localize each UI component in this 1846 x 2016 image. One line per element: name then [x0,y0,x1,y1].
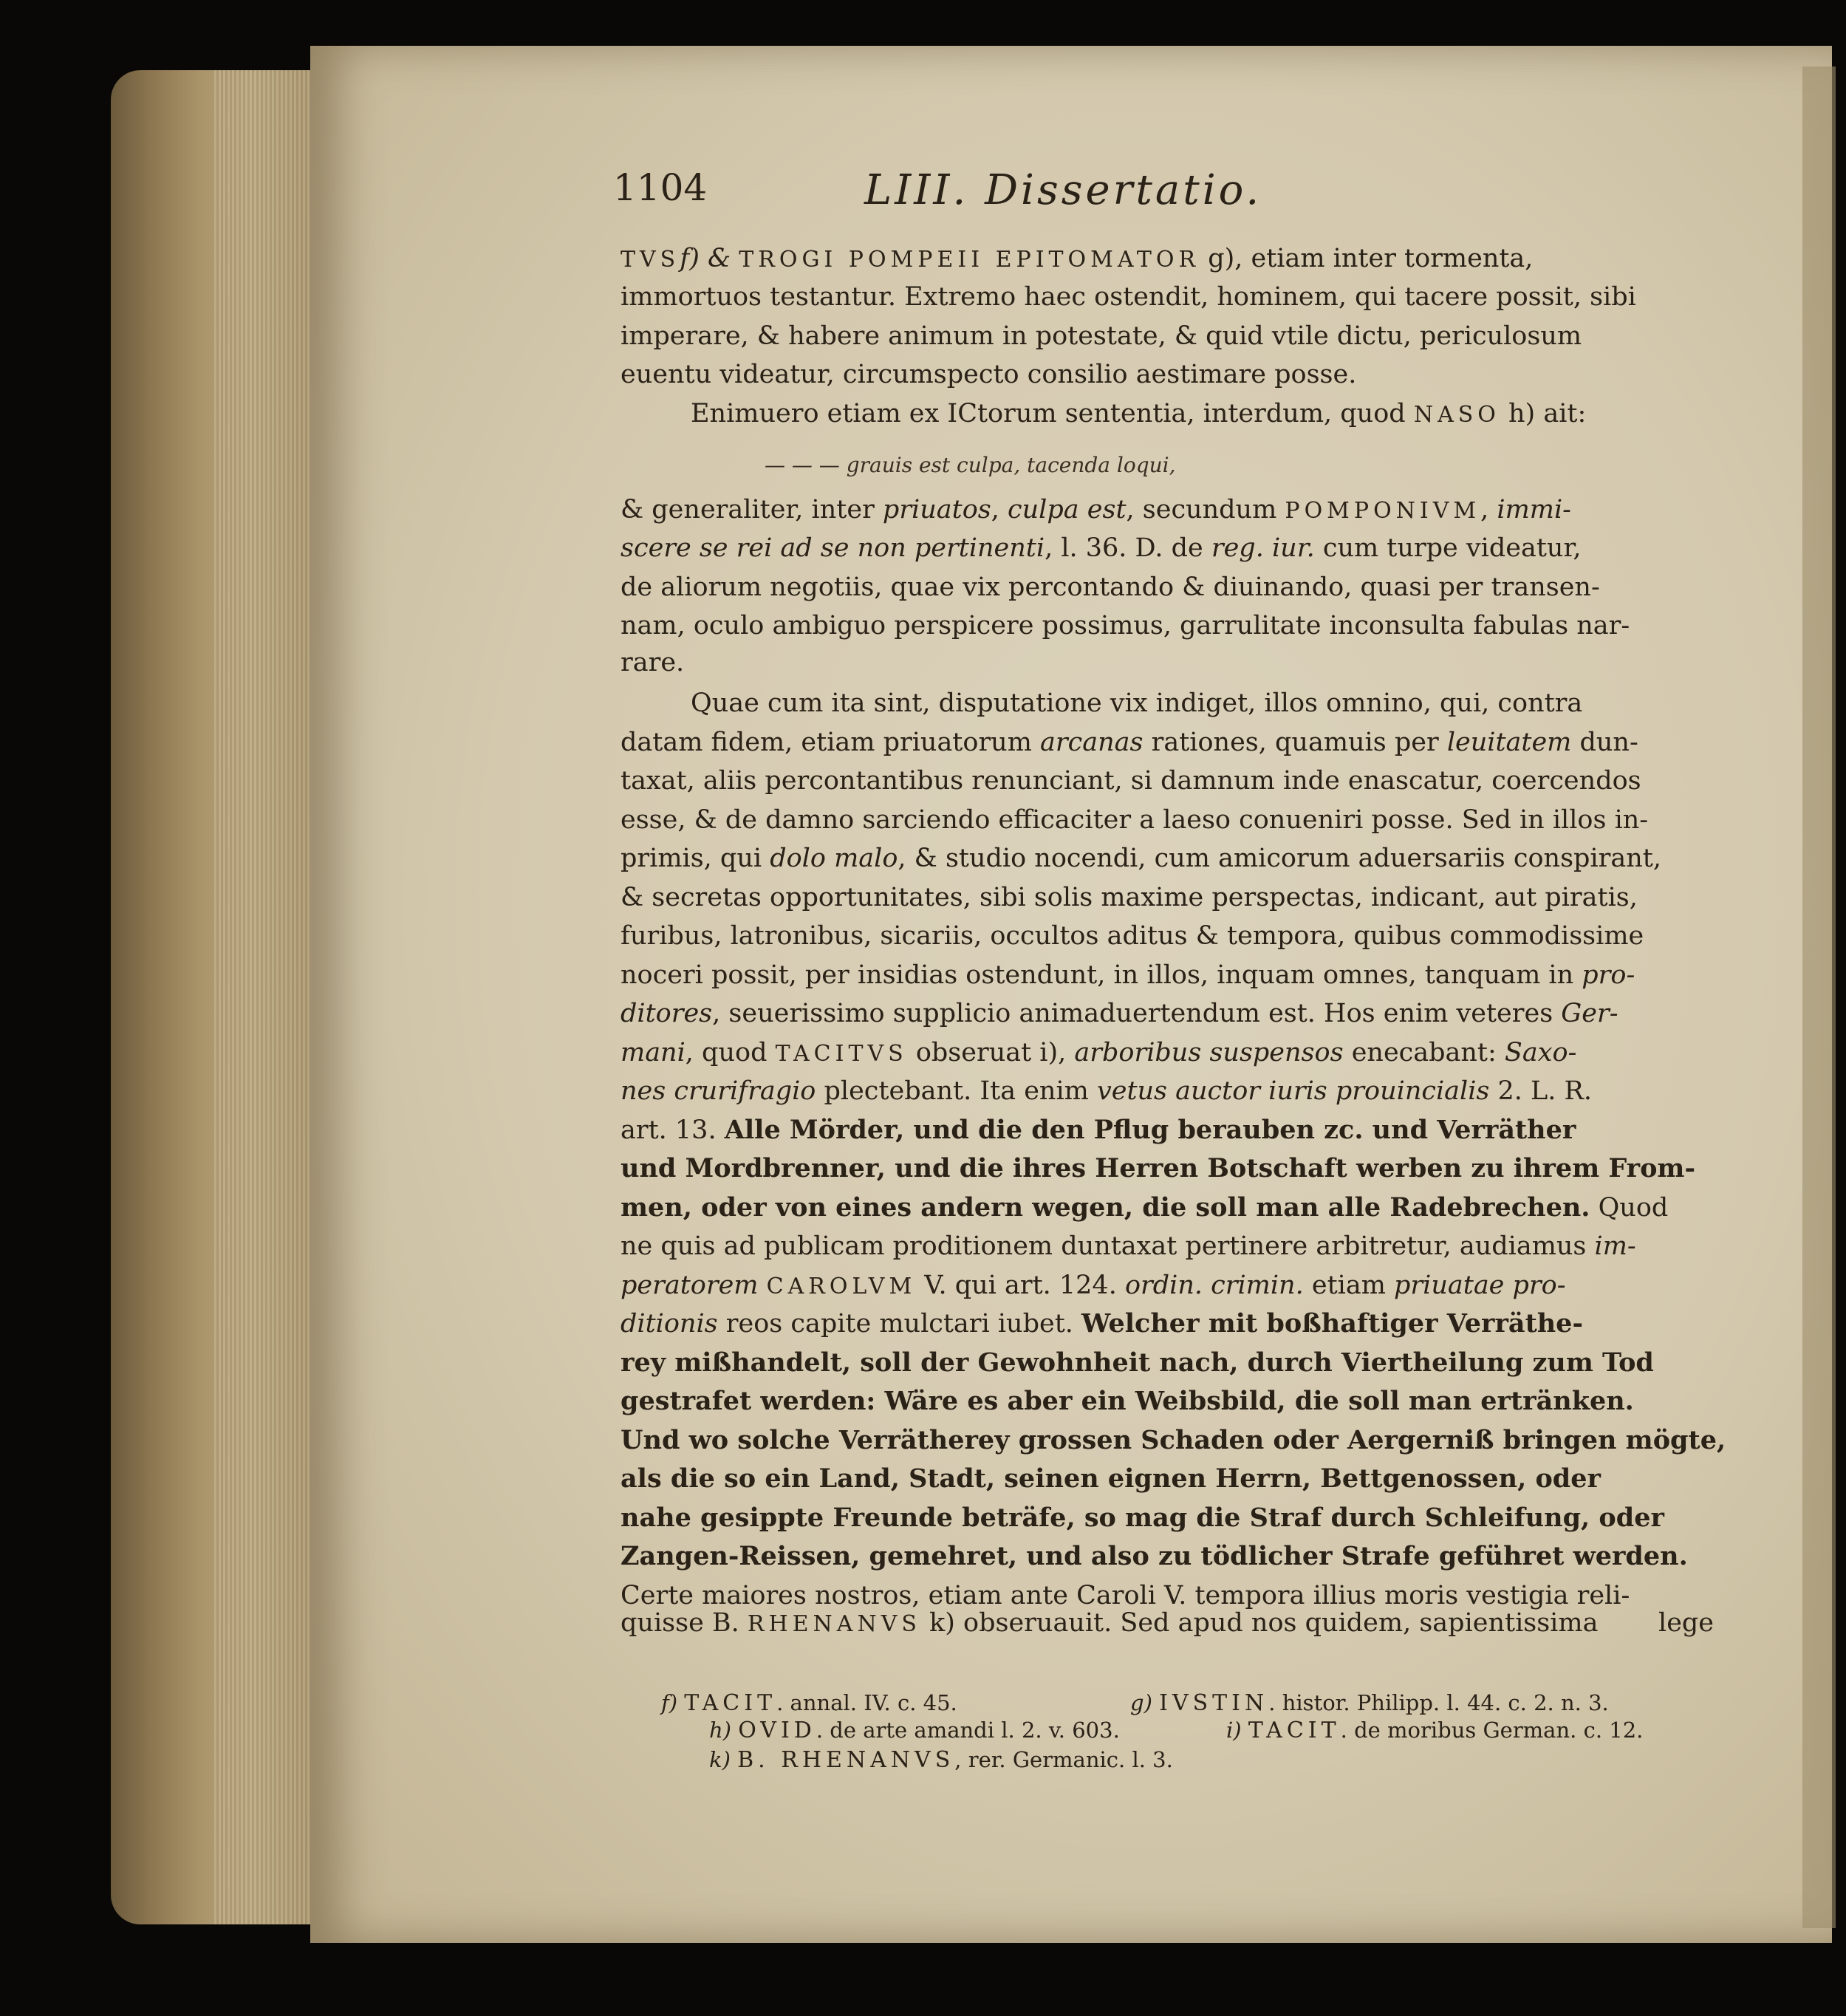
text-run: quisse B. [621,1608,748,1638]
text-run: , seuerissimo supplicio animaduertendum est. Hos enim veteres [712,999,1562,1028]
fraktur-text: gestrafet werden: Wäre es aber ein Weibsbild, die soll man ertränken. [621,1386,1634,1416]
text-line [621,957,1635,994]
text-line [621,918,1644,954]
text-run: de aliorum negotiis, quae vix percontando & diuinando, quasi per transen- [621,573,1600,602]
text-line [691,395,1586,434]
text-line [621,1305,1583,1342]
text-run: noceri possit, per insidias ostendunt, in illos, inquam omnes, tanquam in [621,960,1582,990]
italic-text: h) [709,1718,739,1743]
page-title: LIII. Dissertatio. [864,166,1262,214]
text-line [621,1112,1576,1149]
quote-line: — — — grauis est culpa, tacenda loqui, [765,453,1176,477]
italic-text: f) [661,1690,685,1715]
text-run: V. qui art. 124. [916,1271,1125,1300]
italic-text: peratorem [621,1271,759,1300]
italic-text: culpa est [1008,495,1127,524]
italic-text: arboribus suspensos [1074,1038,1344,1067]
italic-text: immi- [1497,495,1572,524]
italic-text: arcanas [1040,728,1144,757]
text-line [621,1189,1668,1226]
text-line [621,1422,1726,1459]
text-line [621,1150,1695,1187]
text-line [621,1267,1566,1305]
small-caps-text: POMPONIVM [1285,498,1481,524]
footnote [1130,1688,1609,1718]
fraktur-text: rey mißhandelt, soll der Gewohnheit nach, durch Viertheilung zum Tod [621,1347,1654,1378]
text-run: datam fidem, etiam priuatorum [621,728,1041,757]
text-run: dun- [1571,728,1638,757]
fraktur-text: und Mordbrenner, und die ihres Herren Botschaft werben zu ihrem From- [621,1153,1695,1183]
text-run: cum turpe videatur, [1314,533,1582,563]
text-run: enecabant: [1343,1038,1505,1067]
text-line [621,644,684,681]
text-run: esse, & de damno sarciendo efficaciter a laeso conueniri posse. Sed in illos in- [621,805,1649,835]
small-caps-text: TVS [621,247,680,273]
text-run: rationes, quamuis per [1143,728,1447,757]
text-line [621,1228,1636,1265]
text-run: g), etiam inter tormenta, [1200,244,1534,273]
text-run: rare. [621,648,685,677]
text-run: immortuos testantur. Extremo haec ostendit, hominem, qui tacere possit, sibi [621,282,1636,312]
text-run: h) ait: [1500,399,1587,428]
text-line [691,685,1582,722]
footnote [1226,1715,1643,1746]
text-run: nam, oculo ambiguo perspicere possimus, garrulitate inconsulta fabulas nar- [621,611,1630,640]
text-run: , quod [685,1038,776,1067]
catchword: lege [1658,1608,1715,1638]
italic-text: g) [1130,1690,1160,1715]
text-line [621,607,1630,644]
fraktur-text: Welcher mit boßhaftiger Verräthe- [1081,1308,1583,1339]
small-caps-text: TACIT [684,1690,777,1716]
next-page-edge [1802,66,1836,1928]
text-line [621,1538,1688,1575]
italic-text: leuitatem [1446,728,1572,757]
text-run: & secretas opportunitates, sibi solis maxime perspectas, indicant, aut piratis, [621,883,1638,912]
text-run: furibus, latronibus, sicariis, occultos aditus & tempora, quibus commodissime [621,921,1644,951]
text-run: Enimuero etiam ex ICtorum sententia, interdum, quod [691,399,1414,428]
small-caps-text: B. RHENANVS [737,1747,955,1773]
text-line [621,1605,1598,1643]
text-line [621,1460,1601,1497]
italic-text: im- [1594,1231,1636,1261]
text-line [621,279,1636,315]
italic-text: dolo malo [770,844,898,873]
text-line [621,240,1533,279]
italic-text: Ger- [1561,999,1618,1028]
text-line [621,1073,1592,1110]
italic-text: priuatos [882,495,991,524]
small-caps-text: NASO [1413,402,1500,428]
small-caps-text: CAROLVM [766,1274,917,1299]
page-number: 1104 [613,166,708,209]
text-run: plectebant. Ita enim [816,1076,1097,1106]
text-run: art. 13. [621,1115,725,1145]
text-run: 2. L. R. [1489,1076,1593,1106]
text-run: primis, qui [621,844,770,873]
text-line [621,995,1618,1032]
text-line [621,879,1638,916]
text-line [621,530,1581,567]
text-line [621,1344,1654,1381]
italic-text: pro- [1582,960,1635,990]
italic-text: nes crurifragio [621,1076,816,1106]
italic-text: ditionis [621,1309,718,1339]
fraktur-text: Zangen-Reissen, gemehret, und also zu tödlicher Strafe geführet werden. [621,1541,1688,1571]
text-run: Certe maiores nostros, etiam ante Caroli V. tempora illius moris vestigia reli- [621,1581,1630,1610]
footnote [709,1745,1173,1775]
italic-text: f) & [680,244,739,273]
text-line [621,762,1641,799]
italic-text: ordin. crimin. [1124,1271,1304,1300]
text-run: , & studio nocendi, cum amicorum aduersariis conspirant, [898,844,1661,873]
book-page-edges [111,70,310,1924]
italic-text: scere se rei ad se non pertinenti [621,533,1045,563]
footnote [709,1715,1120,1746]
text-line [621,569,1600,606]
text-line [621,1500,1664,1537]
text-run: , [1480,495,1497,524]
text-run: etiam [1303,1271,1395,1300]
text-run: & generaliter, inter [621,495,883,524]
small-caps-text: RHENANVS [747,1611,921,1637]
text-run: . de moribus German. c. 12. [1340,1718,1644,1743]
text-run: imperare, & habere animum in potestate, & quid vtile dictu, periculosum [621,321,1582,351]
text-run: Quae cum ita sint, disputatione vix indiget, illos omnino, qui, contra [691,688,1583,718]
small-caps-text: TACITVS [775,1041,908,1067]
fraktur-text: men, oder von eines andern wegen, die soll man alle Radebrechen. [621,1192,1590,1223]
italic-text: k) [709,1747,738,1772]
text-run: k) obseruauit. Sed apud nos quidem, sapientissima [920,1608,1599,1638]
italic-text: mani [621,1038,686,1067]
italic-text: ditores [621,999,713,1028]
fraktur-text: als die so ein Land, Stadt, seinen eignen Herrn, Bettgenossen, oder [621,1463,1601,1494]
text-line [621,802,1648,838]
text-run: Quod [1590,1193,1669,1223]
footnote [661,1688,957,1718]
text-run [758,1271,766,1300]
fraktur-text: Und wo solche Verrätherey grossen Schaden oder Aergerniß bringen mögte, [621,1425,1726,1455]
text-run: euentu videatur, circumspecto consilio aestimare posse. [621,360,1357,389]
text-run: ne quis ad publicam proditionem duntaxat pertinere arbitretur, audiamus [621,1231,1595,1261]
italic-text: i) [1226,1718,1248,1743]
italic-text: reg. iur. [1211,533,1315,563]
fraktur-text: Alle Mörder, und die den Pflug berauben zc. und Verräther [724,1115,1576,1145]
small-caps-text: TROGI POMPEII EPITOMATOR [739,247,1200,273]
small-caps-text: OVID [738,1718,816,1743]
small-caps-text: TACIT [1248,1718,1341,1743]
text-line [621,318,1582,355]
text-line [621,724,1638,761]
text-line [621,1383,1634,1420]
text-line [621,1034,1576,1073]
italic-text: priuatae pro- [1394,1271,1566,1300]
italic-text: Saxo- [1504,1038,1577,1067]
text-run: reos capite mulctari iubet. [717,1309,1082,1339]
small-caps-text: IVSTIN [1159,1690,1269,1716]
italic-text: vetus auctor iuris prouincialis [1096,1076,1490,1106]
text-run: , l. 36. D. de [1045,533,1211,563]
text-run: . histor. Philipp. l. 44. c. 2. n. 3. [1268,1690,1609,1715]
text-run: . de arte amandi l. 2. v. 603. [816,1718,1120,1743]
text-run: , rer. Germanic. l. 3. [954,1747,1173,1772]
text-run: , secundum [1126,495,1285,524]
text-line [621,356,1356,393]
text-line [621,840,1661,877]
text-run: . annal. IV. c. 45. [776,1690,957,1715]
fraktur-text: nahe gesippte Freunde beträfe, so mag die Straf durch Schleifung, oder [621,1503,1664,1533]
text-run: taxat, aliis percontantibus renunciant, si damnum inde enascatur, coercendos [621,766,1641,796]
text-run: obseruat i), [907,1038,1075,1067]
text-line [621,491,1571,530]
text-run: , [991,495,1008,524]
